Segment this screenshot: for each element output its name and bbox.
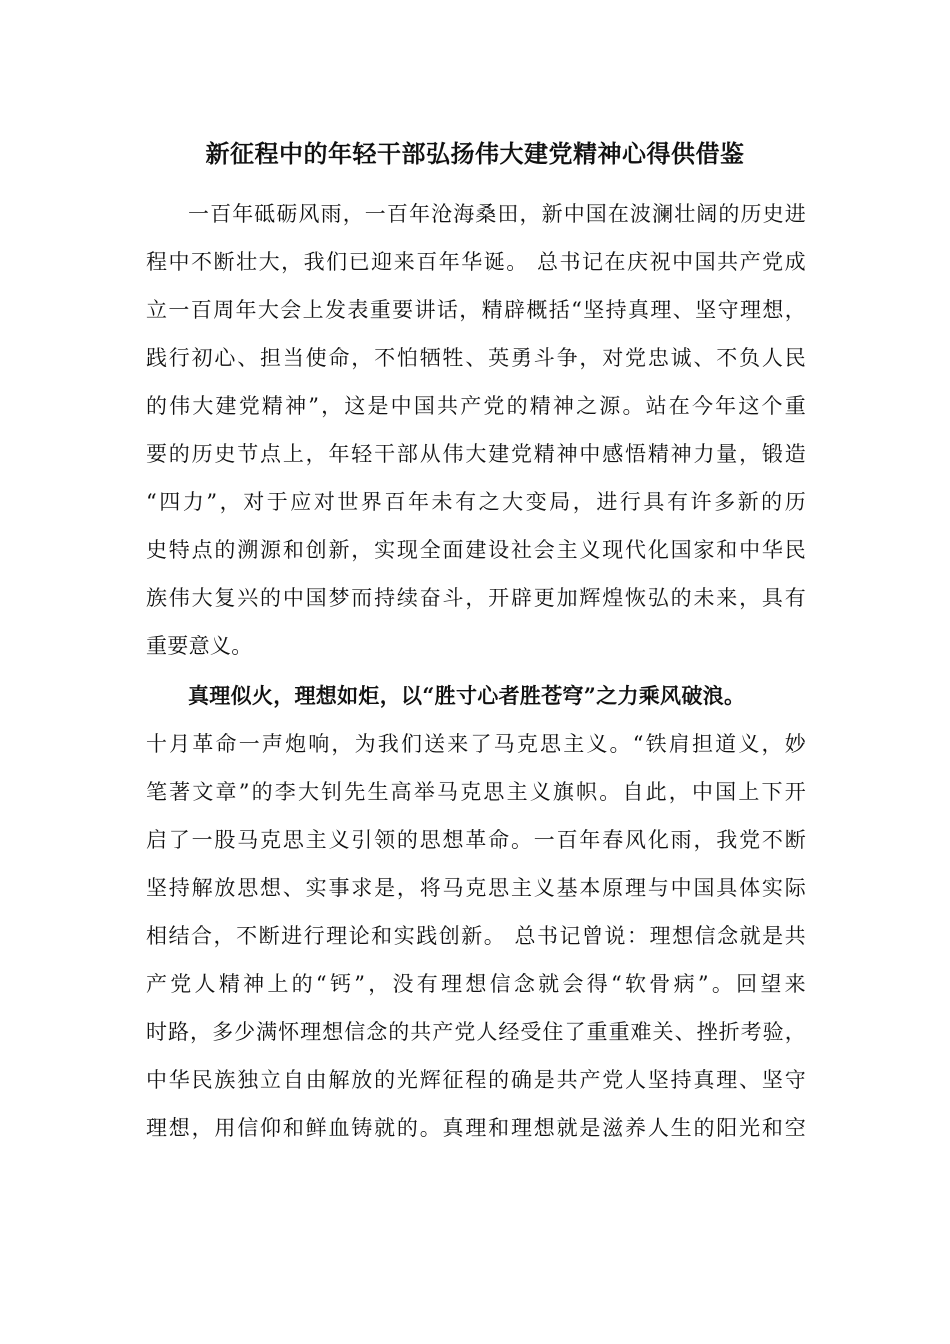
paragraph-line: 理想，用信仰和鲜血铸就的。真理和理想就是滋养人生的阳光和空 xyxy=(146,1116,806,1140)
paragraph-line: “四力”，对于应对世界百年未有之大变局，进行具有许多新的历 xyxy=(146,490,806,514)
paragraph-line: 的伟大建党精神”，这是中国共产党的精神之源。站在今年这个重 xyxy=(146,394,806,418)
paragraph-line: 族伟大复兴的中国梦而持续奋斗，开辟更加辉煌恢弘的未来，具有 xyxy=(146,586,806,610)
document-title: 新征程中的年轻干部弘扬伟大建党精神心得供借鉴 xyxy=(205,139,745,168)
paragraph-line: 产党人精神上的“钙”，没有理想信念就会得“软骨病”。回望来 xyxy=(146,972,806,996)
paragraph-line: 中华民族独立自由解放的光辉征程的确是共产党人坚持真理、坚守 xyxy=(146,1068,806,1092)
paragraph-1 xyxy=(146,190,806,670)
section-heading: 真理似火，理想如炬，以“胜寸心者胜苍穹”之力乘风破浪。 xyxy=(188,683,746,708)
paragraph-line: 时路，多少满怀理想信念的共产党人经受住了重重难关、挫折考验， xyxy=(146,1020,806,1044)
paragraph-line: 坚持解放思想、实事求是，将马克思主义基本原理与中国具体实际 xyxy=(146,876,806,900)
paragraph-line: 践行初心、担当使命，不怕牺牲、英勇斗争，对党忠诚、不负人民 xyxy=(146,346,806,370)
document-body xyxy=(146,190,806,1152)
paragraph-line: 立一百周年大会上发表重要讲话，精辟概括“坚持真理、坚守理想， xyxy=(146,298,806,322)
paragraph-line: 史特点的溯源和创新，实现全面建设社会主义现代化国家和中华民 xyxy=(146,538,806,562)
paragraph-line: 启了一股马克思主义引领的思想革命。一百年春风化雨，我党不断 xyxy=(146,828,806,852)
paragraph-line: 相结合，不断进行理论和实践创新。 总书记曾说：理想信念就是共 xyxy=(146,924,806,948)
paragraph-2 xyxy=(146,720,806,1152)
paragraph-line: 要的历史节点上，年轻干部从伟大建党精神中感悟精神力量，锻造 xyxy=(146,442,806,466)
paragraph-line: 重要意义。 xyxy=(146,634,253,658)
paragraph-line: 程中不断壮大，我们已迎来百年华诞。 总书记在庆祝中国共产党成 xyxy=(146,250,806,274)
paragraph-line: 十月革命一声炮响，为我们送来了马克思主义。“铁肩担道义，妙 xyxy=(146,732,806,756)
paragraph-line: 笔著文章”的李大钊先生高举马克思主义旗帜。自此，中国上下开 xyxy=(146,780,806,804)
paragraph-line: 一百年砥砺风雨，一百年沧海桑田，新中国在波澜壮阔的历史进 xyxy=(188,202,806,226)
